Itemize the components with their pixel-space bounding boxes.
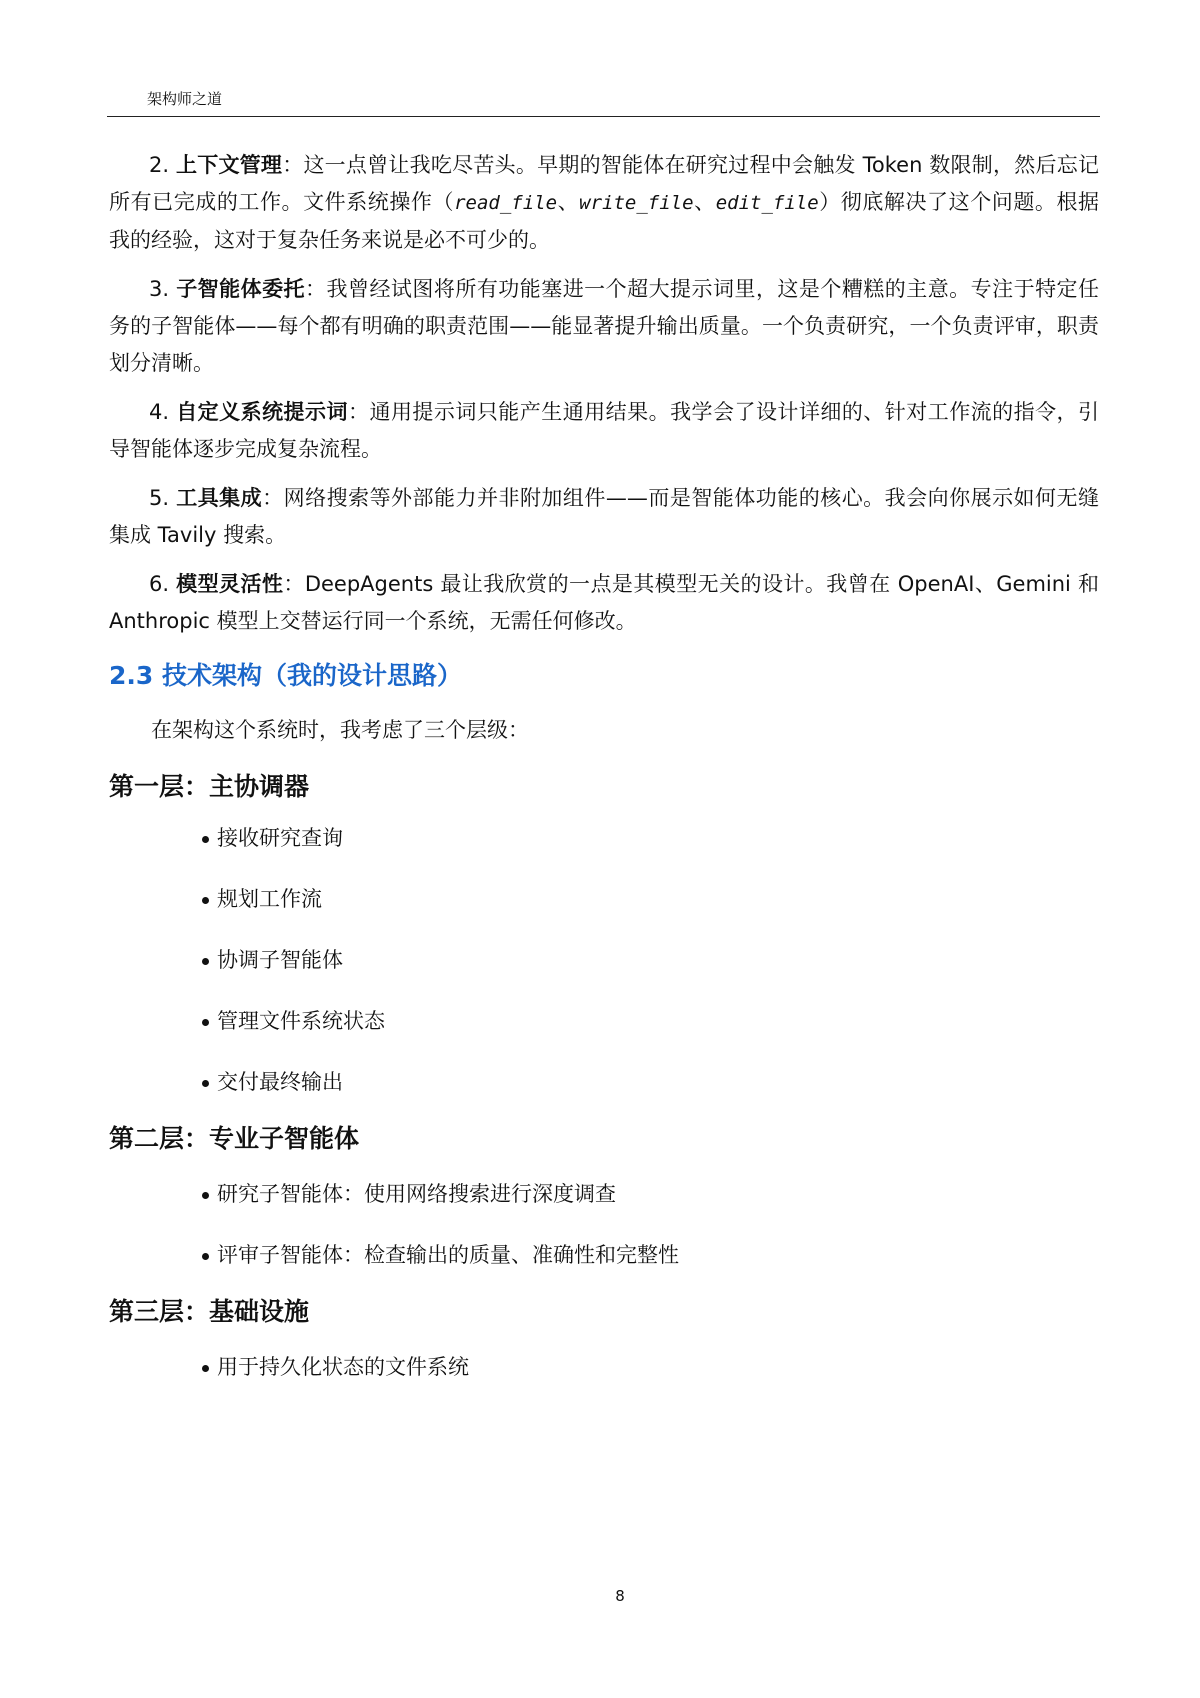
- item-separator: ：: [262, 486, 284, 510]
- layer-2-bullets: [109, 1179, 1099, 1270]
- bullet-item: 协调子智能体: [217, 945, 1099, 975]
- bullet-item: 管理文件系统状态: [217, 1006, 1099, 1036]
- page-number: 8: [615, 1587, 625, 1605]
- item-number: 6.: [149, 572, 170, 596]
- item-text: 网络搜索等外部能力并非附加组件——而是智能体功能的核心。我会向你展示如何无缝集成 Tavily 搜索。: [109, 486, 1100, 547]
- item-text: 这一点曾让我吃尽苦头。早期的智能体在研究过程中会触发 Token 数限制，然后忘记所有已完成的工作。文件系统操作（: [109, 153, 1099, 214]
- item-separator: ：: [305, 277, 327, 301]
- item-separator: ：: [283, 572, 305, 596]
- item-key: 子智能体委托: [176, 277, 306, 301]
- layer-1-bullets: [109, 823, 1099, 1097]
- item-number: 5.: [149, 486, 170, 510]
- code-separator: 、: [557, 190, 580, 214]
- layer-heading-1: 第一层：主协调器: [109, 772, 310, 801]
- page-content: [109, 147, 1099, 1382]
- item-key: 工具集成: [176, 486, 263, 510]
- bullet-item: 用于持久化状态的文件系统: [217, 1352, 1099, 1382]
- layer-heading-3: 第三层：基础设施: [109, 1297, 310, 1326]
- code-write-file: write_file: [579, 192, 694, 214]
- list-item-tool-integration: [109, 480, 1099, 554]
- item-separator: ：: [282, 153, 304, 177]
- item-number: 4.: [149, 400, 170, 424]
- item-number: 3.: [149, 277, 170, 301]
- layer-3-bullets: [109, 1352, 1099, 1382]
- item-key: 自定义系统提示词: [176, 400, 348, 424]
- code-separator: 、: [693, 190, 716, 214]
- item-key: 上下文管理: [175, 153, 283, 177]
- list-item-context-management: [109, 147, 1099, 259]
- header-title: 架构师之道: [147, 90, 223, 108]
- list-item-custom-prompts: [109, 394, 1099, 468]
- code-edit-file: edit_file: [715, 192, 819, 214]
- code-read-file: read_file: [454, 192, 558, 214]
- list-item-subagent-delegation: [109, 271, 1099, 382]
- bullet-item: 规划工作流: [217, 884, 1099, 914]
- list-item-model-flexibility: [109, 566, 1099, 640]
- bullet-item: 交付最终输出: [217, 1067, 1099, 1097]
- item-number: 2.: [149, 153, 170, 177]
- item-text: 通用提示词只能产生通用结果。我学会了设计详细的、针对工作流的指令，引导智能体逐步完成复杂流程。: [109, 400, 1100, 461]
- bullet-item: 评审子智能体：检查输出的质量、准确性和完整性: [217, 1240, 1099, 1270]
- page-header: [107, 88, 1100, 117]
- item-separator: ：: [347, 400, 370, 424]
- bullet-item: 接收研究查询: [217, 823, 1099, 853]
- layer-heading-2: 第二层：专业子智能体: [109, 1124, 360, 1153]
- section-intro: 在架构这个系统时，我考虑了三个层级：: [151, 718, 529, 742]
- item-text-tail: ）彻底解决了这个问题。根据我的经验，这对于复杂任务来说是必不可少的。: [109, 190, 1100, 252]
- section-heading: 2.3 技术架构（我的设计思路）: [109, 661, 462, 690]
- item-key: 模型灵活性: [176, 572, 284, 596]
- bullet-item: 研究子智能体：使用网络搜索进行深度调查: [217, 1179, 1099, 1209]
- item-text: 我曾经试图将所有功能塞进一个超大提示词里，这是个糟糕的主意。专注于特定任务的子智能体——每个都有明确的职责范围——能显著提升输出质量。一个负责研究，一个负责评审，职责划分清晰。: [109, 277, 1100, 375]
- item-text: DeepAgents 最让我欣赏的一点是其模型无关的设计。我曾在 OpenAI、Gemini 和 Anthropic 模型上交替运行同一个系统，无需任何修改。: [109, 572, 1100, 633]
